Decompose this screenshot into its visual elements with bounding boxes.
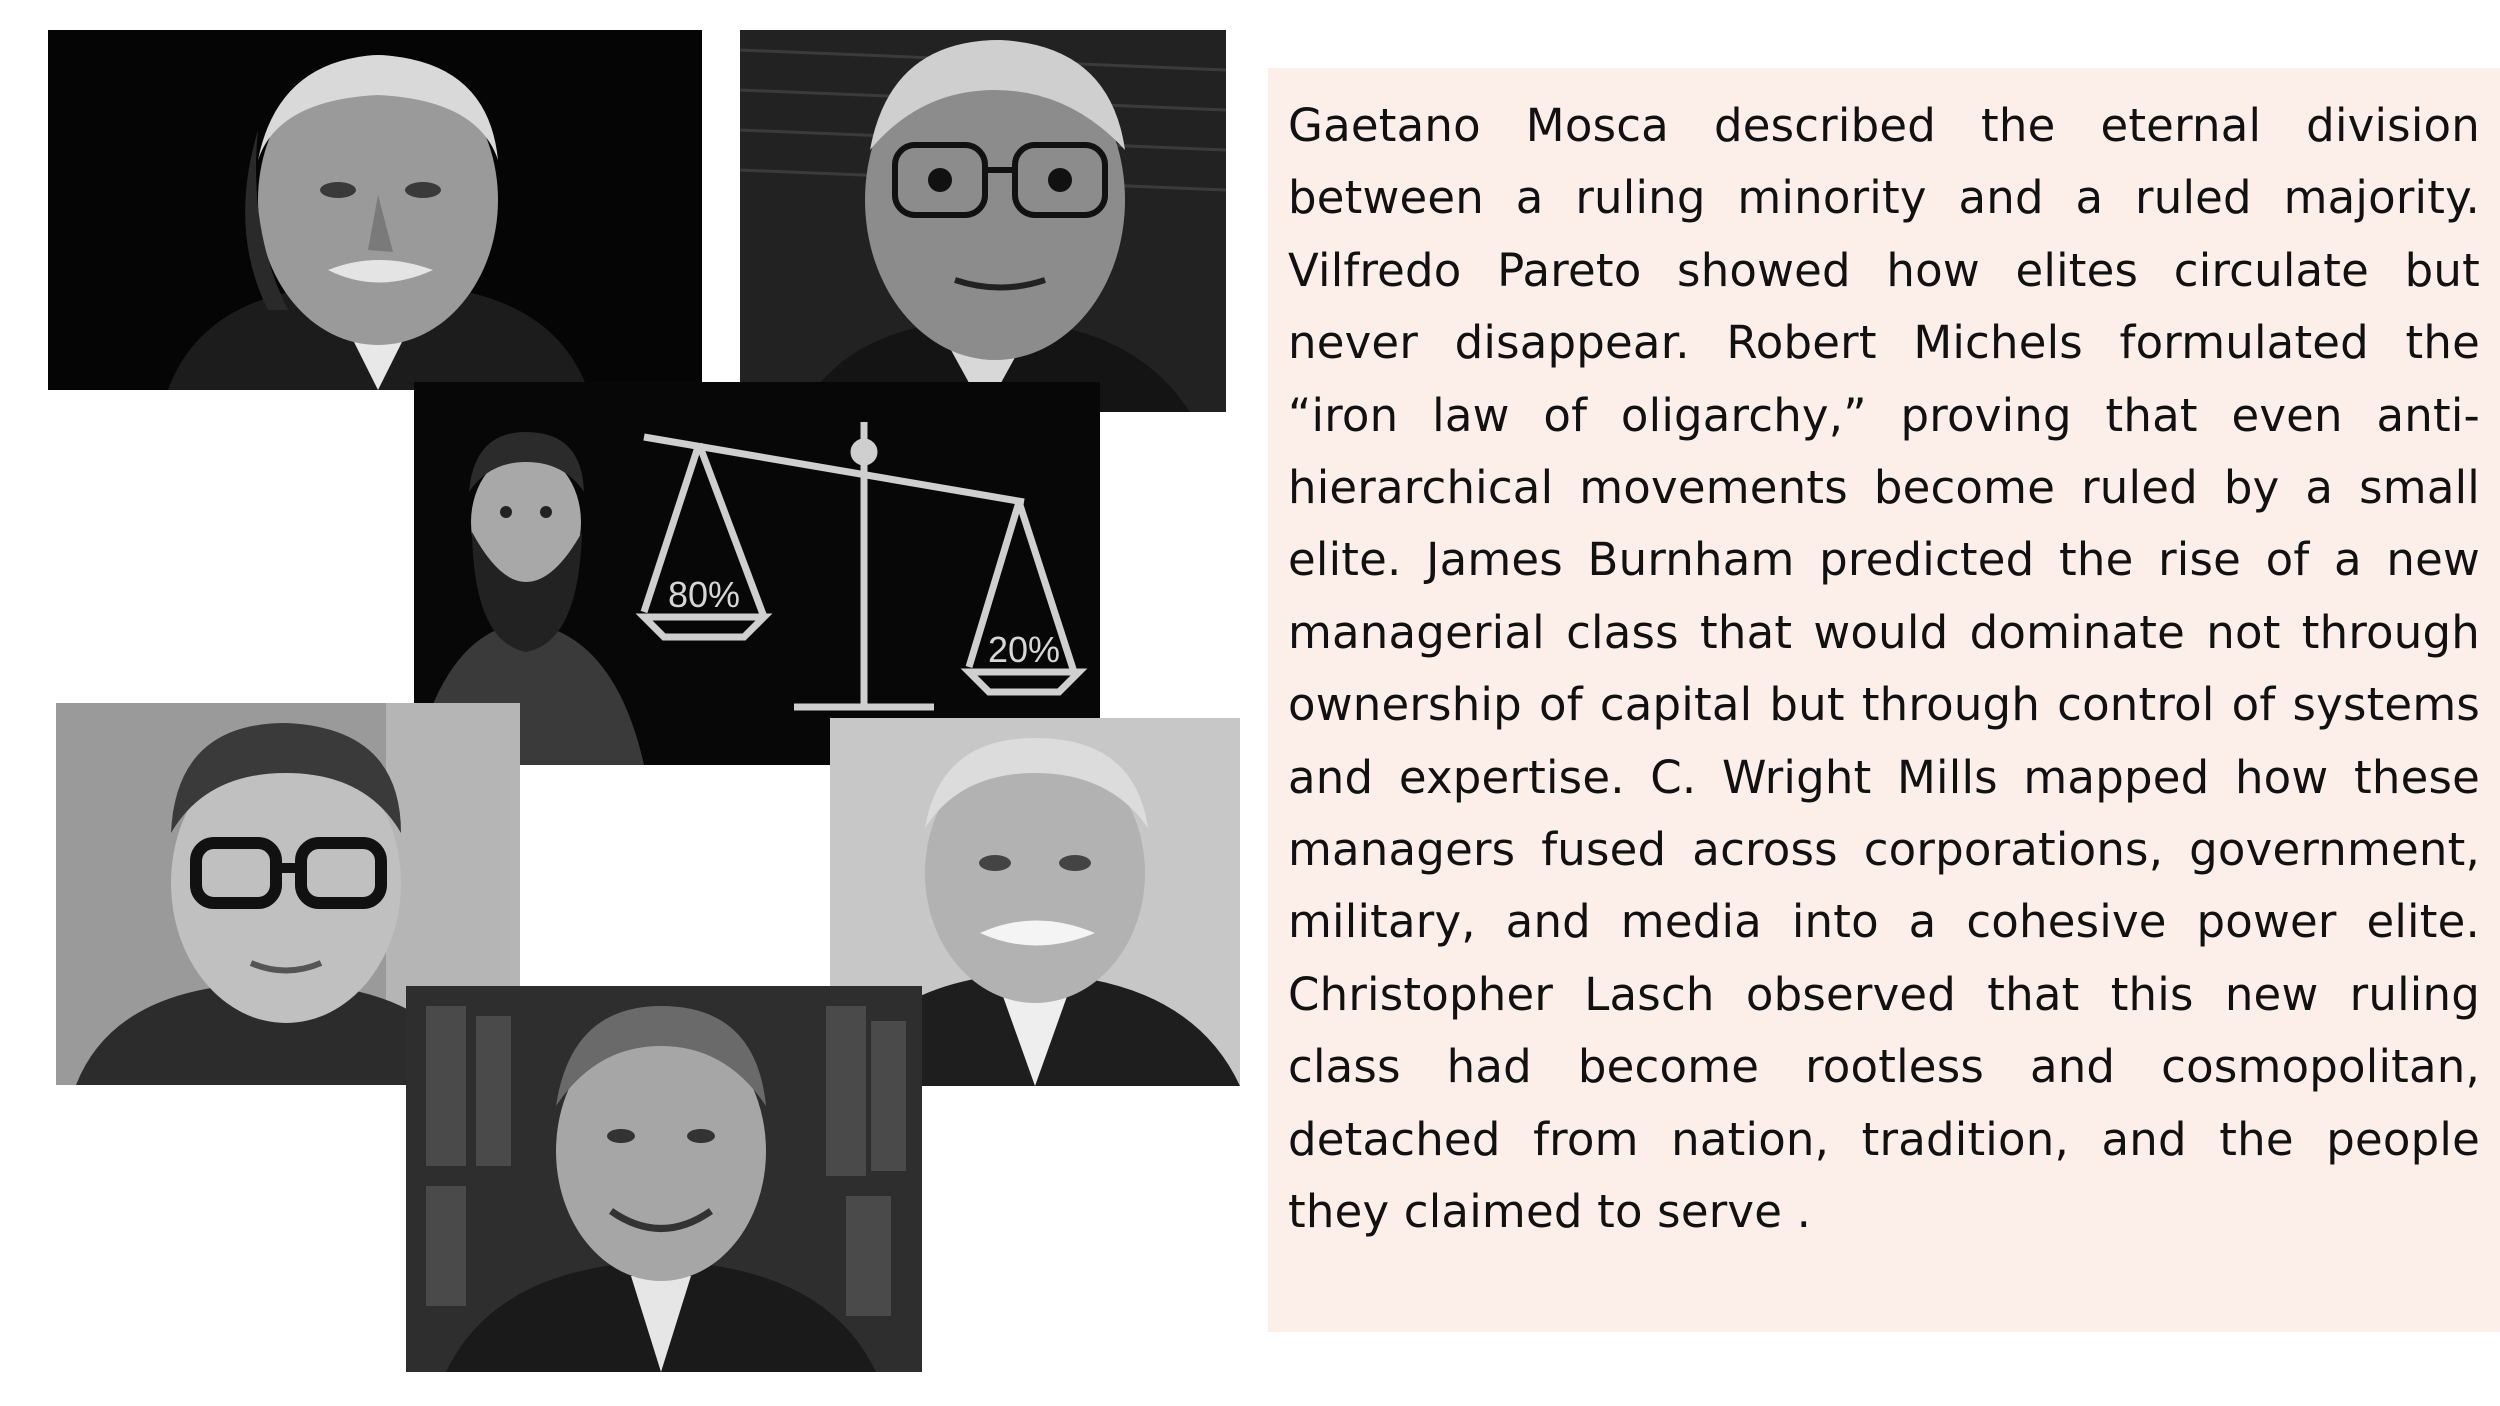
scale-label-80: 80% <box>667 574 741 615</box>
portrait-engraving-burnham <box>740 30 1226 412</box>
scale-label-20: 20% <box>987 629 1061 670</box>
portrait-photo-lasch <box>406 986 922 1372</box>
portrait-photo-mosca <box>48 30 702 390</box>
body-paragraph: Gaetano Mosca described the eternal division between a ruling minority and a ruled majority. Vilfredo Pareto showed how elites circulate but never disappear. Robert Michels formulated the “iron law of oligarchy,” proving that even anti-hierarchical movements become ruled by a small elite. James Burnham predicted the rise of a new managerial class that would dominate not through ownership of capital but through control of systems and expertise. C. Wright Mills mapped how these managers fused across corporations, government, military, and media into a cohesive power elite. Christopher Lasch observed that this new ruling class had become rootless and cosmopolitan, detached from nation, tradition, and the people they claimed to serve . <box>1288 99 2480 1239</box>
text-panel <box>1268 68 2500 1332</box>
